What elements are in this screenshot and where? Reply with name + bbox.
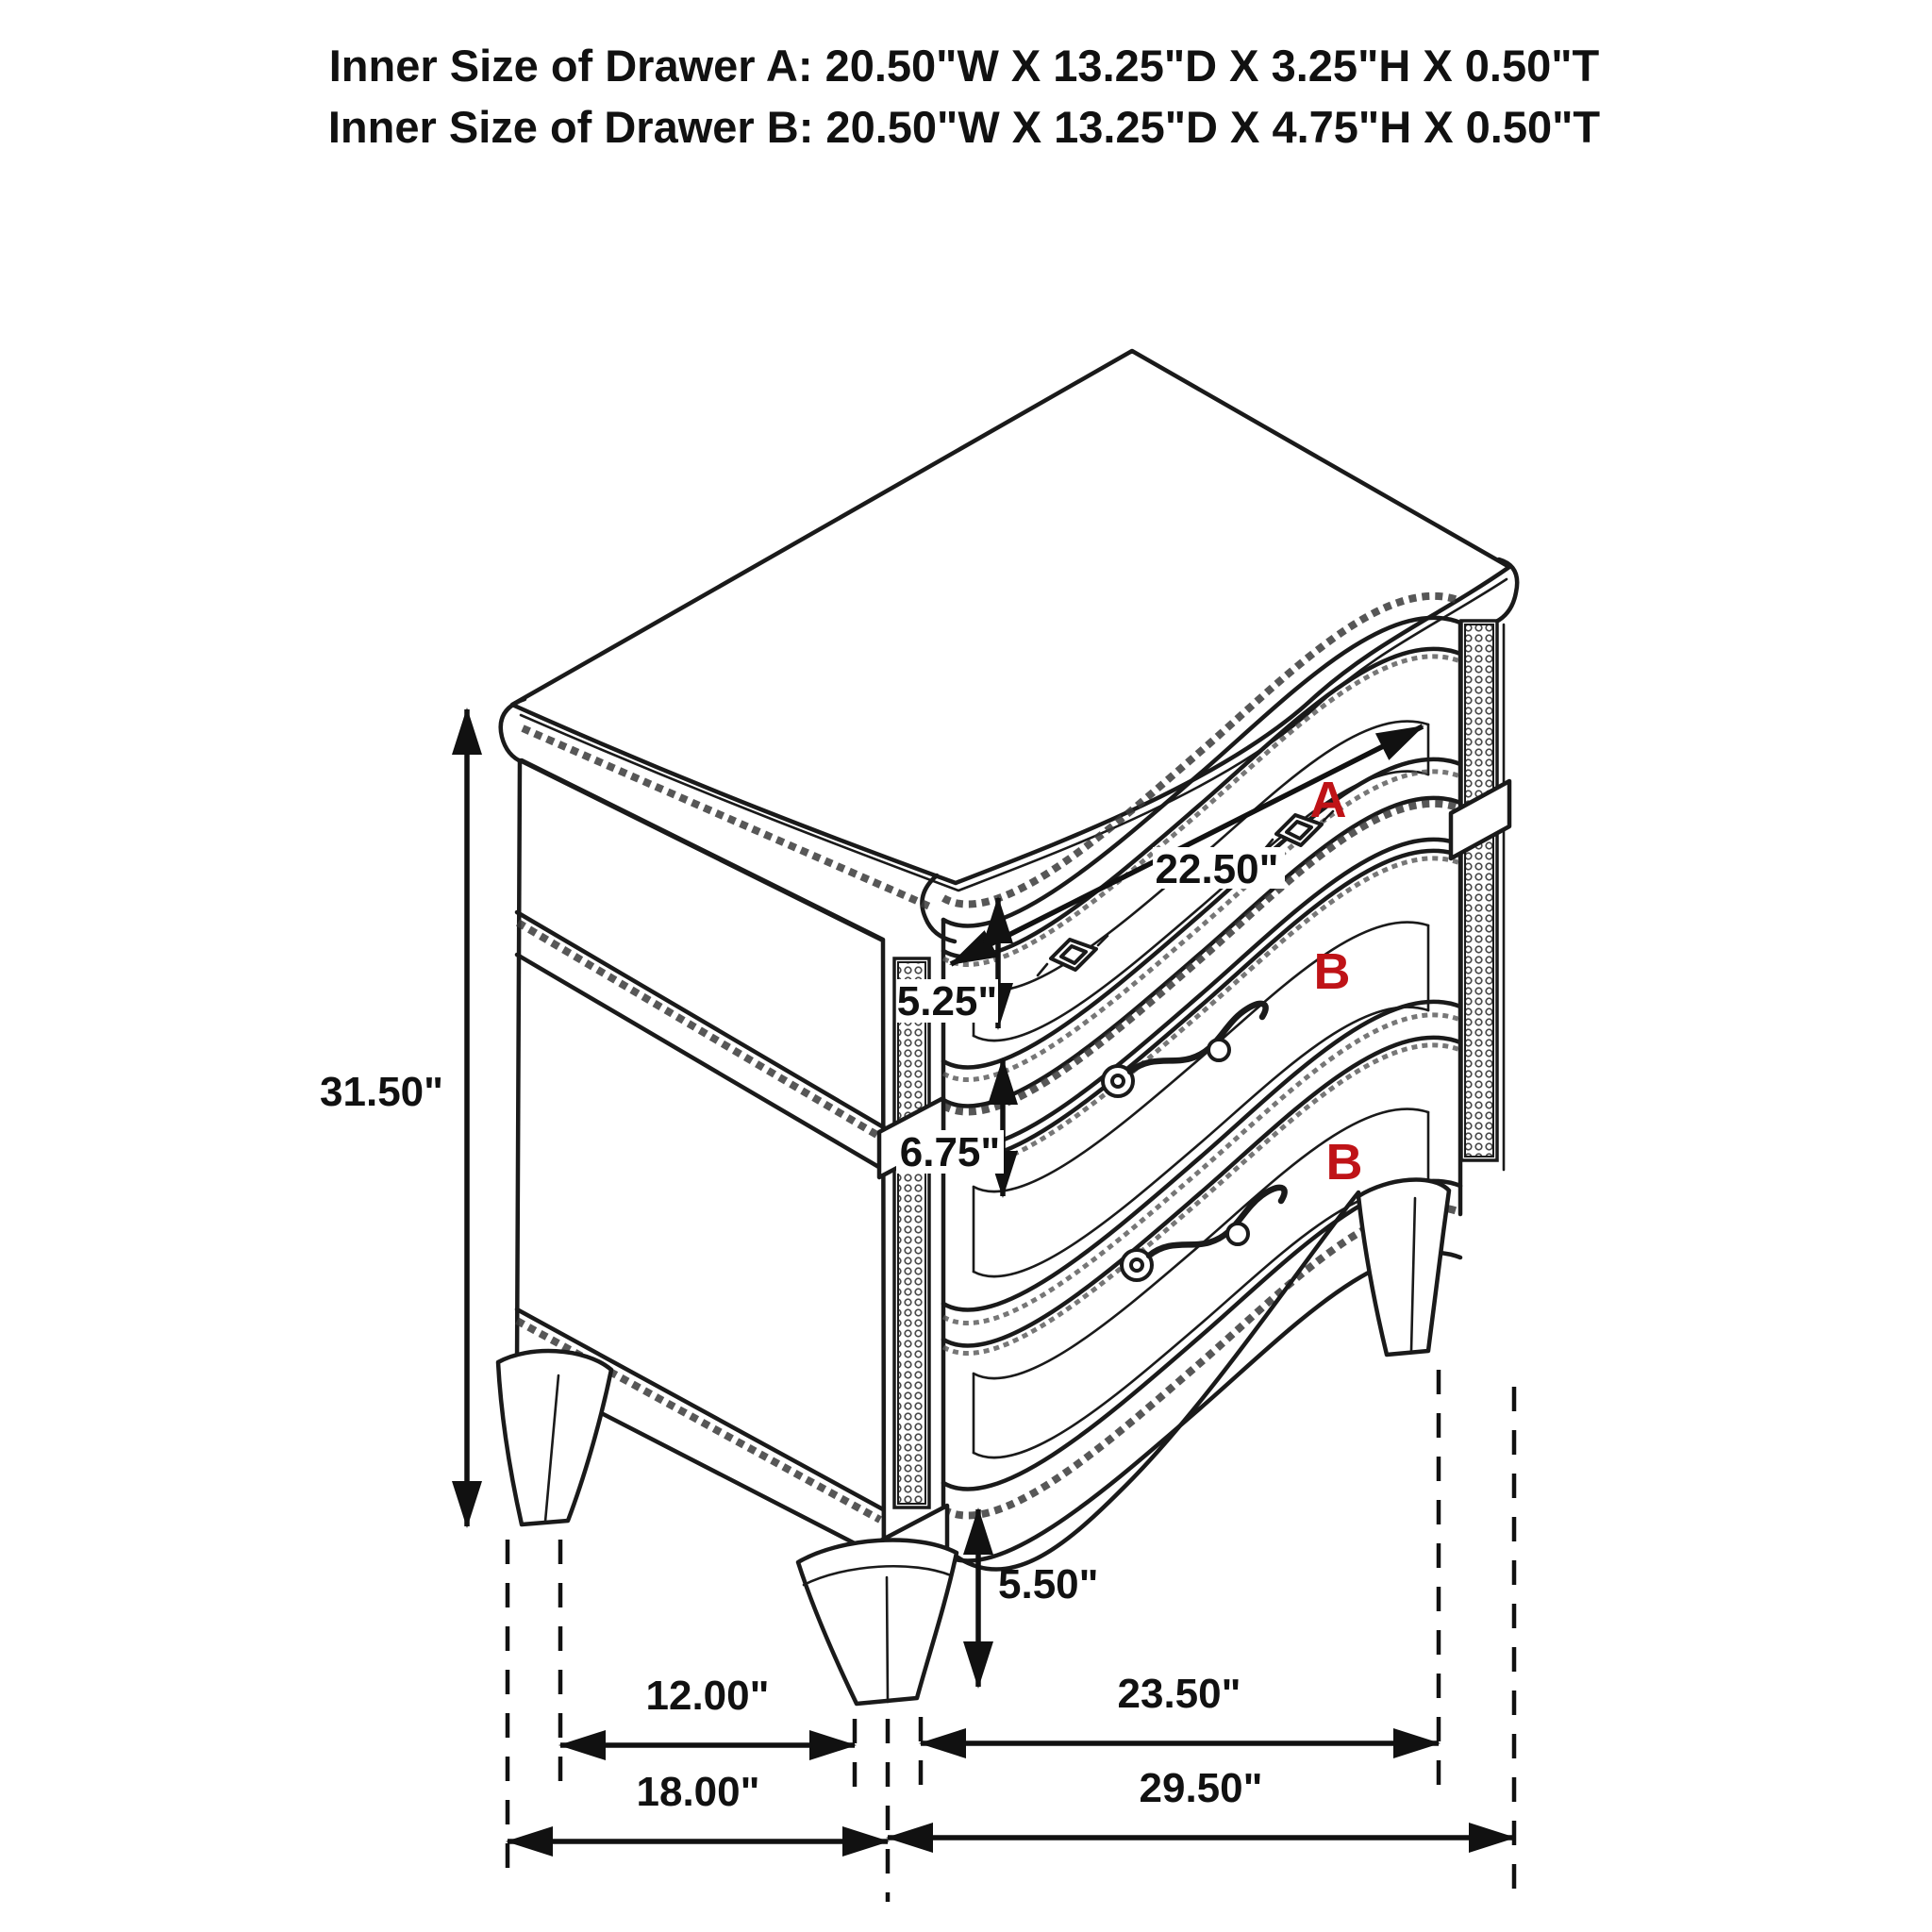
projection-lines [508, 1370, 1514, 1902]
dim-drawer-a-height-label: 5.25" [896, 978, 998, 1024]
left-mesh-pillar [883, 941, 929, 1557]
drawer-b-bottom-marker: B [1325, 1134, 1363, 1191]
dim-overall-depth [508, 1769, 888, 1841]
nightstand [498, 351, 1517, 1704]
front-left-leg-edge [887, 1577, 888, 1702]
front-left-leg [798, 1541, 957, 1704]
dim-drawer-b-height-label: 6.75" [899, 1129, 1001, 1175]
dim-side-leg-spacing [560, 1673, 855, 1745]
front-right-leg [1358, 1180, 1449, 1355]
front-right-leg-body [1358, 1180, 1449, 1355]
back-left-leg-body [498, 1351, 611, 1524]
title-line-2: Inner Size of Drawer B: 20.50"W X 13.25"D X 4.75"H X 0.50"T [327, 102, 1601, 152]
right-mesh-pillar [1461, 621, 1504, 1170]
dim-overall-depth-label: 18.00" [636, 1769, 760, 1815]
dim-front-leg-spacing [921, 1671, 1439, 1743]
title-block [328, 41, 1601, 152]
dim-leg-height-label: 5.50" [998, 1561, 1099, 1607]
dim-front-leg-spacing-label: 23.50" [1117, 1671, 1241, 1717]
front-left-leg-body [798, 1541, 957, 1704]
dim-side-leg-spacing-label: 12.00" [645, 1673, 770, 1719]
back-left-leg [498, 1351, 611, 1524]
right-pillar-mesh [1465, 625, 1493, 1157]
dim-drawer-width-label: 22.50" [1155, 846, 1279, 892]
title-line-1: Inner Size of Drawer A: 20.50"W X 13.25"D X 3.25"H X 0.50"T [328, 41, 1600, 91]
left-pillar-mesh [898, 962, 925, 1504]
drawer-b-middle-marker: B [1313, 943, 1351, 1000]
dim-overall-width [888, 1765, 1514, 1838]
dim-overall-height-label: 31.50" [320, 1069, 443, 1115]
drawer-a-marker: A [1309, 772, 1347, 828]
dim-overall-height [320, 709, 467, 1526]
dim-overall-width-label: 29.50" [1139, 1765, 1263, 1811]
